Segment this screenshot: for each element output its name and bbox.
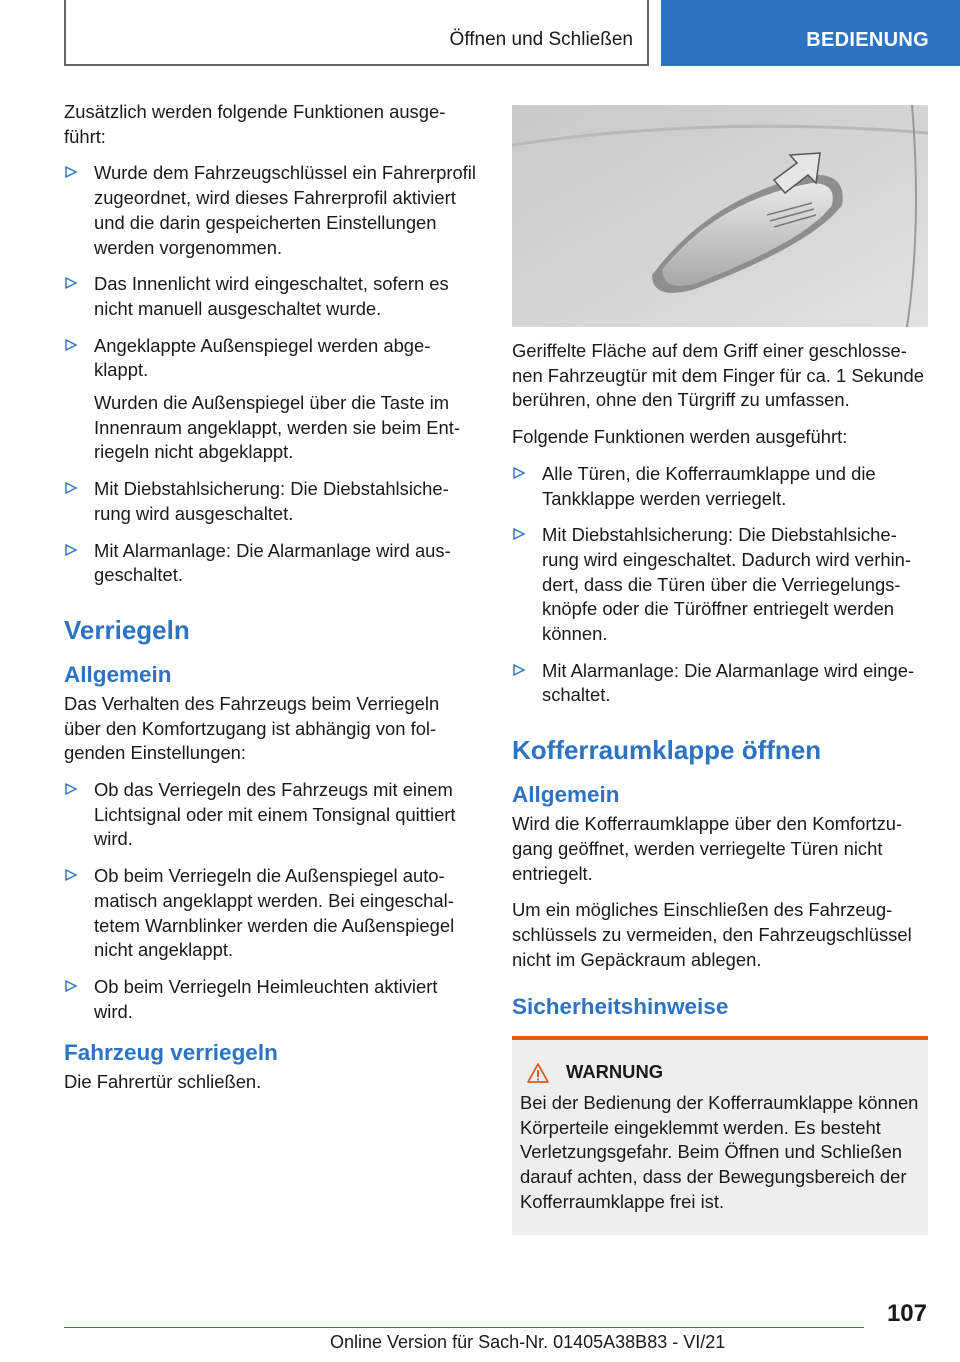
list-item-subtext: Wurden die Außenspiegel über die Taste im Innenraum angeklappt, werden sie beim Entriegeln nicht abgeklappt. <box>94 392 460 463</box>
right-column <box>512 100 926 1235</box>
list-item-text: Wurde dem Fahrzeugschlüssel ein Fahrerprofil zugeordnet, wird dieses Fahrerprofil aktiviert und die darin gespeicherten Einstellungen werden vorgenommen. <box>94 162 476 258</box>
heading-fahrzeug-verriegeln: Fahrzeug verriegeln <box>64 1040 278 1066</box>
warning-box <box>512 1036 928 1234</box>
triangle-bullet-icon <box>64 338 78 352</box>
door-handle-image <box>512 105 928 327</box>
list-item <box>64 975 478 1024</box>
chapter-tab[interactable] <box>661 0 960 66</box>
unlock-functions-list <box>64 161 478 588</box>
heading-kofferraumklappe: Kofferraumklappe öffnen <box>512 735 822 766</box>
online-version-text: Online Version für Sach-Nr. 01405A38B83 - VI/21 <box>330 1332 726 1352</box>
triangle-bullet-icon <box>512 527 526 541</box>
image-caption: Geriffelte Fläche auf dem Griff einer geschlossenen Fahrzeugtür mit dem Finger für ca. 1 Sekunde berühren, ohne den Türgriff zu umfassen. <box>512 340 924 411</box>
triangle-bullet-icon <box>64 165 78 179</box>
footer-divider <box>64 1327 864 1328</box>
list-item-text: Angeklappte Außenspiegel werden abgeklappt. <box>94 334 431 381</box>
fahrzeug-paragraph: Die Fahrertür schließen. <box>64 1071 262 1093</box>
triangle-bullet-icon <box>64 782 78 796</box>
heading-allgemein: Allgemein <box>64 661 172 687</box>
page-number: 107 <box>886 1300 927 1327</box>
list-item-text: Alle Türen, die Kofferraumklappe und die Tankklappe werden verriegelt. <box>542 462 876 509</box>
list-item-text: Das Innenlicht wird eingeschaltet, sofern es nicht manuell ausgeschaltet wurde. <box>94 273 449 319</box>
list-item <box>64 272 478 321</box>
list-item <box>512 523 926 647</box>
lock-settings-list <box>64 778 478 1024</box>
triangle-bullet-icon <box>64 979 78 993</box>
warning-header <box>520 1060 920 1085</box>
intro-paragraph: Zusätzlich werden folgende Funktionen ausgeführt: <box>64 101 446 147</box>
list-item-text: Mit Diebstahlsicherung: Die Diebstahlsicherung wird ausgeschaltet. <box>94 478 449 524</box>
section-title: Öffnen und Schließen <box>449 29 633 50</box>
list-item <box>64 334 478 466</box>
koffer-paragraph-2: Um ein mögliches Einschließen des Fahrzeugschlüssels zu vermeiden, den Fahrzeugschlüssel nicht im Gepäckraum ablegen. <box>512 899 912 970</box>
lock-functions-list <box>512 462 926 708</box>
koffer-paragraph-1: Wird die Kofferraumklappe über den Komfortzugang geöffnet, werden verriegelte Türen nicht entriegelt. <box>512 813 903 884</box>
list-item <box>64 864 478 963</box>
list-item <box>512 462 926 511</box>
left-column <box>64 100 478 1107</box>
triangle-bullet-icon <box>64 481 78 495</box>
warning-triangle-icon <box>526 1062 550 1084</box>
list-item-text: Mit Alarmanlage: Die Alarmanlage wird eingeschaltet. <box>542 659 915 706</box>
heading-allgemein-2: Allgemein <box>512 782 620 808</box>
heading-verriegeln: Verriegeln <box>64 614 190 645</box>
list-item <box>64 778 478 852</box>
list-item-text: Ob das Verriegeln des Fahrzeugs mit einem Lichtsignal oder mit einem Tonsignal quittiert wird. <box>94 779 456 850</box>
triangle-bullet-icon <box>512 663 526 677</box>
chapter-tab-label: BEDIENUNG <box>806 29 929 51</box>
triangle-bullet-icon <box>64 543 78 557</box>
list-item-text: Mit Diebstahlsicherung: Die Diebstahlsicherung wird eingeschaltet. Dadurch wird verhindert, dass die Türen über die Verriegelungsknöpfe oder die Türöffner entriegelt werden können. <box>542 524 912 645</box>
warning-label: WARNUNG <box>566 1061 664 1083</box>
header-box <box>64 0 649 66</box>
list-item <box>64 477 478 526</box>
triangle-bullet-icon <box>512 466 526 480</box>
heading-sicherheitshinweise: Sicherheitshinweise <box>512 994 729 1020</box>
functions-intro: Folgende Funktionen werden ausgeführt: <box>512 426 848 448</box>
list-item-text: Ob beim Verriegeln die Außenspiegel automatisch angeklappt werden. Bei eingeschaltetem Warnblinker werden die Außenspiegel nicht angeklappt. <box>94 865 455 961</box>
list-item <box>512 659 926 708</box>
allgemein-paragraph: Das Verhalten des Fahrzeugs beim Verriegeln über den Komfortzugang ist abhängig von folgenden Einstellungen: <box>64 692 440 764</box>
warning-text: Bei der Bedienung der Kofferraumklappe können Körperteile eingeklemmt werden. Es besteht Verletzungsgefahr. Beim Öffnen und Schließen darauf achten, dass der Bewegungsbereich der Kofferraumklappe frei ist. <box>520 1092 919 1212</box>
triangle-bullet-icon <box>64 868 78 882</box>
list-item-text: Mit Alarmanlage: Die Alarmanlage wird ausgeschaltet. <box>94 539 451 586</box>
list-item <box>64 161 478 260</box>
list-item <box>64 539 478 588</box>
triangle-bullet-icon <box>64 276 78 290</box>
list-item-text: Ob beim Verriegeln Heimleuchten aktiviert wird. <box>94 975 438 1022</box>
